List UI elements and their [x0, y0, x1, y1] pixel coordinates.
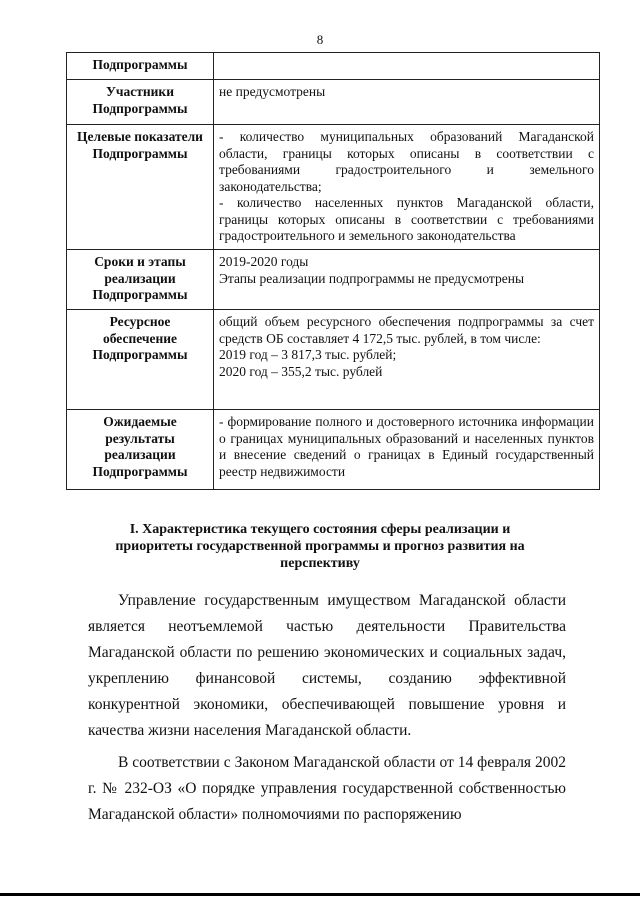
table-row [67, 80, 600, 125]
subprogram-passport-table [66, 52, 600, 490]
table-row [67, 310, 600, 410]
paragraph: Управление государственным имуществом Магаданской области является неотъемлемой частью деятельности Правительства Магаданской области по решению экономических и социальных задач, укреплению финансовой системы, созданию эффективной конкурентной экономики, обеспечивающей повышение уровня и качества жизни населения Магаданской области. [88, 592, 566, 739]
value-line: - формирование полного и достоверного источника информации о границах муниципальных образований и населенных пунктов и внесение сведений о границах в Единый государственный реестр недвижимости [219, 414, 594, 479]
row-label: Ожидаемые результаты реализации Подпрограммы [67, 410, 214, 490]
value-line: 2020 год – 355,2 тыс. рублей [219, 363, 383, 379]
row-value [214, 125, 600, 250]
table-row [67, 125, 600, 250]
row-value [214, 53, 600, 80]
row-value [214, 80, 600, 125]
table-row [67, 53, 600, 80]
section-title: I. Характеристика текущего состояния сферы реализации и приоритеты государственной программы и прогноз развития на перспективу [115, 522, 525, 571]
value-line: 2019 год – 3 817,3 тыс. рублей; [219, 347, 397, 362]
row-label: Сроки и этапы реализации Подпрограммы [67, 250, 214, 310]
row-label: Целевые показатели Подпрограммы [67, 125, 214, 250]
value-line: общий объем ресурсного обеспечения подпрограммы за счет средств ОБ составляет 4 172,5 тыс. рублей, в том числе: [219, 314, 594, 346]
row-label: Ресурсное обеспечение Подпрограммы [67, 310, 214, 410]
row-label: Участники Подпрограммы [67, 80, 214, 125]
value-line: 2019-2020 годы [219, 254, 309, 269]
row-value [214, 410, 600, 490]
page-bottom-divider [0, 893, 640, 896]
value-line: - количество муниципальных образований Магаданской области, границы которых описаны в соответствии с требованиями градостроительного и земельного законодательства; [219, 129, 594, 194]
row-label: Подпрограммы [67, 53, 214, 80]
paragraph: В соответствии с Законом Магаданской области от 14 февраля 2002 г. № 232-ОЗ «О порядке управления государственной собственностью Магаданской области» полномочиями по распоряжению [88, 754, 566, 823]
row-value [214, 250, 600, 310]
table-row [67, 250, 600, 310]
body-text [88, 588, 566, 834]
row-value [214, 310, 600, 410]
page-number: 8 [316, 32, 324, 47]
value-line: Этапы реализации подпрограммы не предусмотрены [219, 270, 525, 286]
value-line: - количество населенных пунктов Магаданской области, границы которых описаны в соответствии с требованиями градостроительного и земельного законодательства [219, 195, 594, 243]
table-row [67, 410, 600, 490]
value-line: не предусмотрены [219, 84, 326, 99]
